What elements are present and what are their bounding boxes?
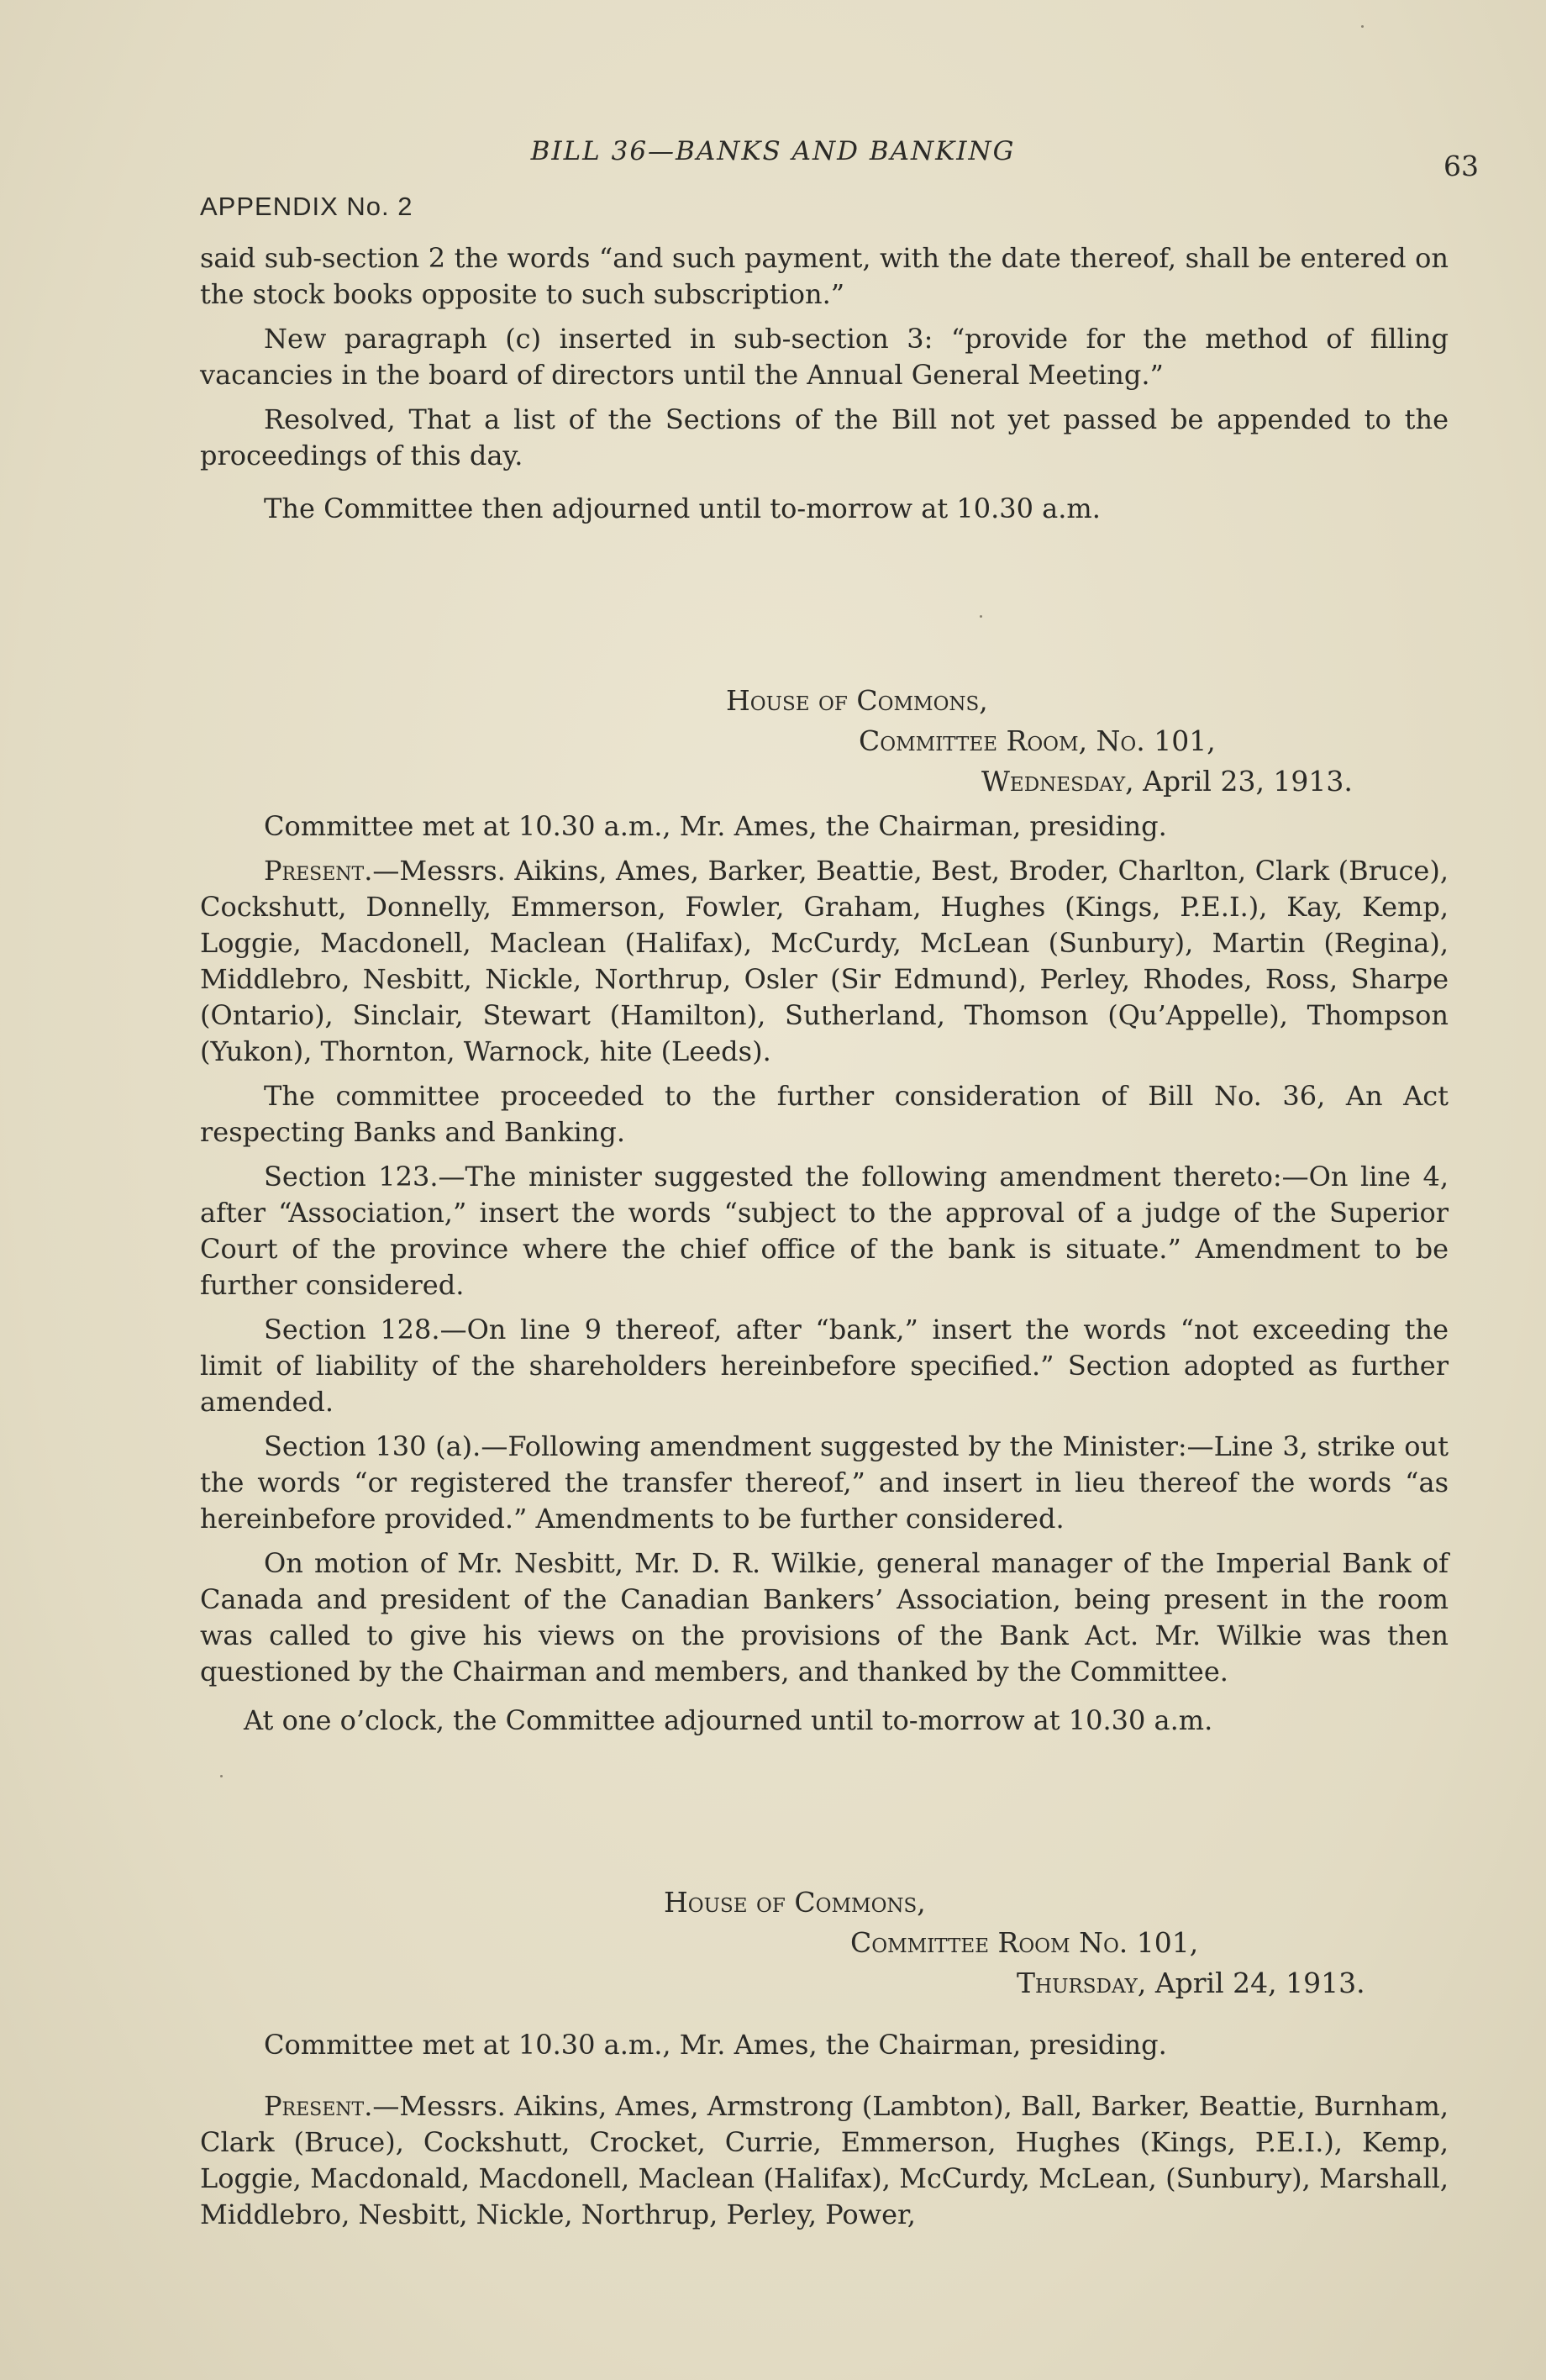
paragraph: The committee proceeded to the further consideration of Bill No. 36, An Act respecting Banks and Banking.	[200, 1080, 1449, 1148]
session1-body	[200, 240, 1449, 482]
opening-line: Committee met at 10.30 a.m., Mr. Ames, the Chairman, presiding.	[264, 2029, 1167, 2061]
paragraph: On motion of Mr. Nesbitt, Mr. D. R. Wilkie, general manager of the Imperial Bank of Canada and president of the Canadian Bankers’ Association, being present in the room was called to give his views on the provisions of the Bank Act. Mr. Wilkie was then questioned by the Chairman and members, and thanked by the Committee.	[200, 1547, 1449, 1688]
paper-speck	[980, 615, 982, 618]
page-number: 63	[1443, 150, 1479, 182]
session2-room: Committee Room, No. 101,	[859, 724, 1216, 757]
paragraph: Resolved, That a list of the Sections of the Bill not yet passed be appended to the proceedings of this day.	[200, 403, 1449, 471]
paper-speck	[220, 1775, 223, 1777]
opening-line: Committee met at 10.30 a.m., Mr. Ames, the Chairman, presiding.	[264, 810, 1167, 842]
session3-place: House of Commons,	[664, 1886, 926, 1919]
adjournment-notice: At one o’clock, the Committee adjourned until to-morrow at 10.30 a.m.	[244, 1704, 1213, 1736]
adjournment-notice: The Committee then adjourned until to-morrow at 10.30 a.m.	[264, 492, 1101, 524]
session3-body	[200, 2027, 1449, 2241]
session2-date: Wednesday, April 23, 1913.	[981, 765, 1353, 798]
paragraph: Section 128.—On line 9 thereof, after “bank,” insert the words “not exceeding the limit of liability of the shareholders hereinbefore specified.” Section adopted as further amended.	[200, 1314, 1449, 1418]
paragraph: said sub-section 2 the words “and such payment, with the date thereof, shall be entered on the stock books opposite to such subscription.”	[200, 242, 1449, 310]
paragraph: Section 123.—The minister suggested the following amendment thereto:—On line 4, after “Association,” insert the words “subject to the approval of a judge of the Superior Court of the province where the chief office of the bank is situate.” Amendment to be further considered.	[200, 1161, 1449, 1301]
session3-room: Committee Room No. 101,	[850, 1926, 1199, 1959]
session3-date: Thursday, April 24, 1913.	[1017, 1967, 1365, 1999]
session2-place: House of Commons,	[726, 684, 988, 717]
paper-speck	[1361, 25, 1364, 28]
paragraph: New paragraph (c) inserted in sub-section 3: “provide for the method of filling vacancies in the board of directors until the Annual General Meeting.”	[200, 323, 1449, 391]
running-head: BILL 36—BANKS AND BANKING	[530, 136, 1016, 166]
session2-body	[200, 808, 1449, 1698]
paragraph: Section 130 (a).—Following amendment suggested by the Minister:—Line 3, strike out the words “or registered the transfer thereof,” and insert in lieu thereof the words “as hereinbefore provided.” Amendments to be further considered.	[200, 1430, 1449, 1535]
appendix-label: APPENDIX No. 2	[200, 192, 413, 221]
present-list: Present.—Messrs. Aikins, Ames, Armstrong (Lambton), Ball, Barker, Beattie, Burnham, Clark (Bruce), Cockshutt, Crocket, Currie, Emmerson, Hughes (Kings, P.E.I.), Kemp, Loggie, Macdonald, Macdonell, Maclean (Halifax), McCurdy, McLean, (Sunbury), Marshall, Middlebro, Nesbitt, Nickle, Northrup, Perley, Power,	[200, 2090, 1449, 2230]
present-list: Present.—Messrs. Aikins, Ames, Barker, Beattie, Best, Broder, Charlton, Clark (Bruce), Cockshutt, Donnelly, Emmerson, Fowler, Graham, Hughes (Kings, P.E.I.), Kay, Kemp, Loggie, Macdonell, Maclean (Halifax), McCurdy, McLean (Sunbury), Martin (Regina), Middlebro, Nesbitt, Nickle, Northrup, Osler (Sir Edmund), Perley, Rhodes, Ross, Sharpe (Ontario), Sinclair, Stewart (Hamilton), Sutherland, Thomson (Qu’Appelle), Thompson (Yukon), Thornton, Warnock, hite (Leeds).	[200, 855, 1449, 1067]
